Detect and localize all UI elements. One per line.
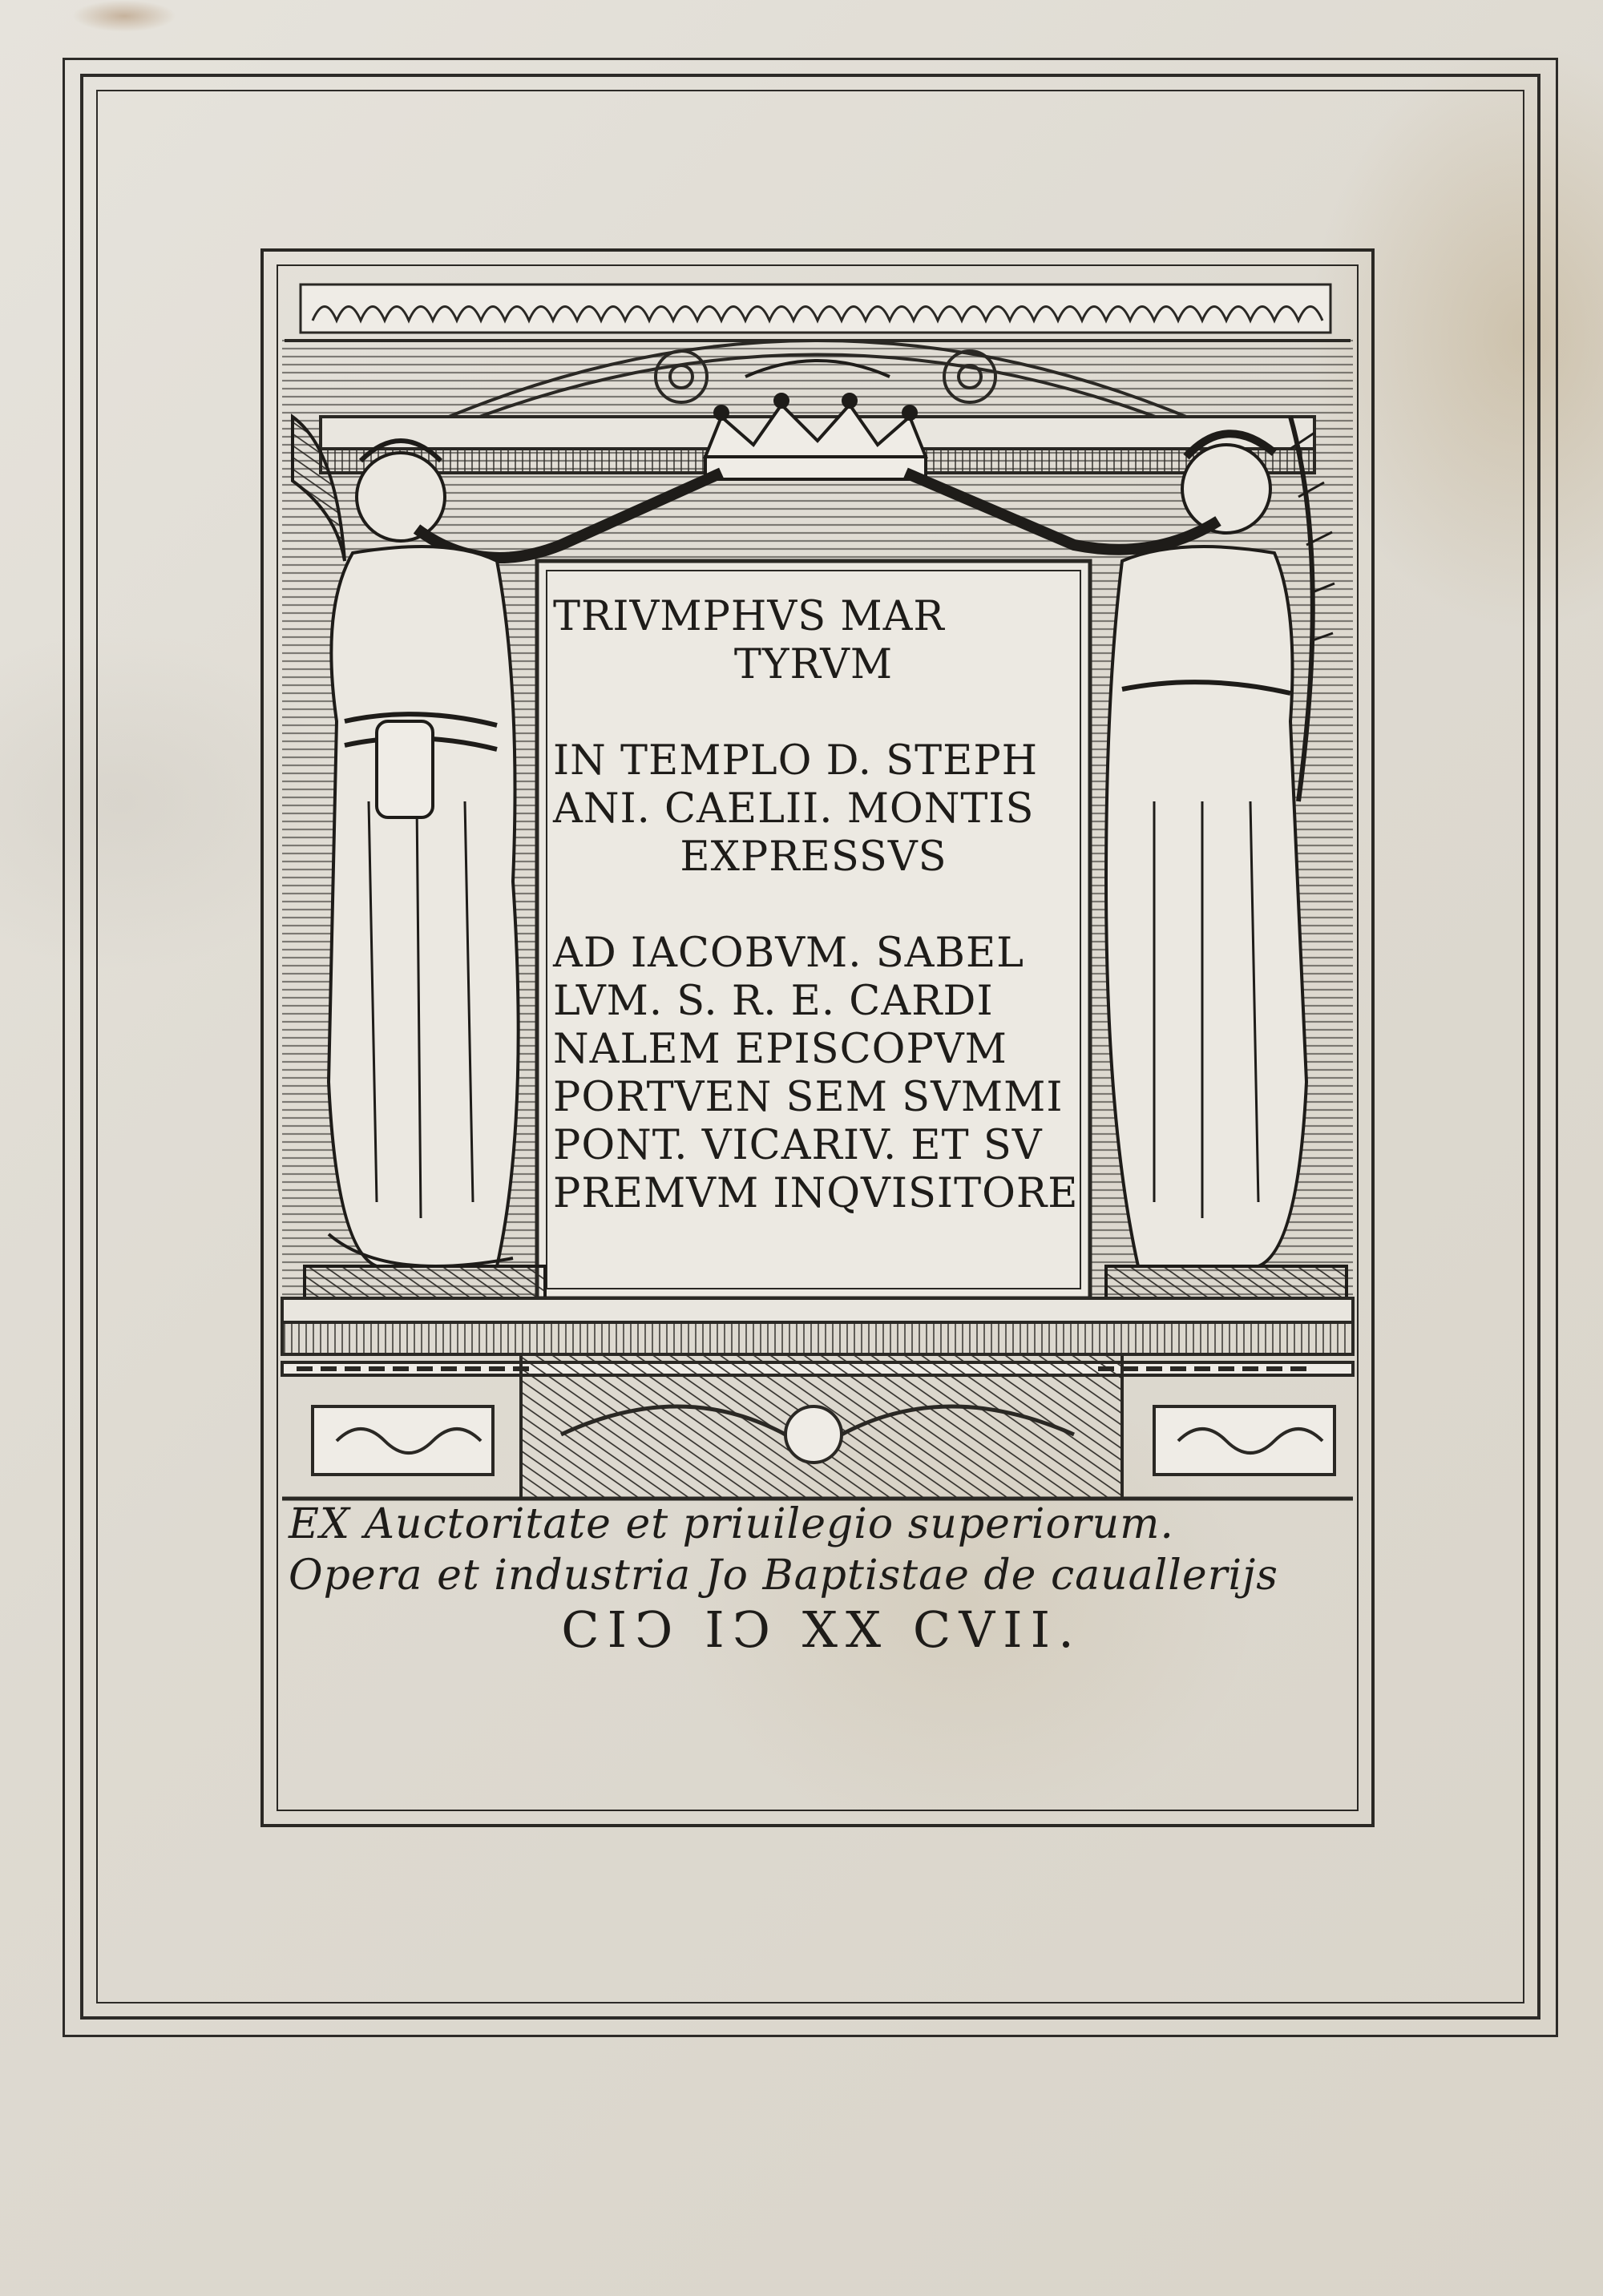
plinth-base [282, 1298, 1353, 1499]
location-line-1: IN TEMPLO D. STEPH [553, 737, 1039, 785]
title-line-2: TYRVM [733, 641, 894, 688]
date-line: CIↃ IↃ XX CVII. [561, 1600, 1082, 1659]
top-frieze [285, 284, 1351, 341]
title-line-1: TRIVMPHVS MAR [553, 593, 945, 640]
dedication-line-3: NALEM EPISCOPVM [553, 1026, 1007, 1073]
privilege-line: EX Auctoritate et priuilegio superiorum. [289, 1500, 1174, 1548]
dedication-line-2: LVM. S. R. E. CARDI [553, 978, 994, 1025]
dedication-line-4: PORTVEN SEM SVMMI [553, 1074, 1064, 1121]
inscription-text [553, 593, 1079, 1282]
imprint-block [289, 1499, 1355, 1659]
publisher-line: Opera et industria Jo Baptistae de cauallerijs [289, 1552, 1278, 1600]
dedication-line-1: AD IACOBVM. SABEL [553, 930, 1025, 977]
location-line-2: ANI. CAELII. MONTIS [553, 785, 1035, 833]
dedication-line-5: PONT. VICARIV. ET SV [553, 1122, 1043, 1169]
location-line-3: EXPRESSVS [680, 833, 947, 881]
dedication-line-6: PREMVM INQVISITORE [553, 1170, 1079, 1217]
